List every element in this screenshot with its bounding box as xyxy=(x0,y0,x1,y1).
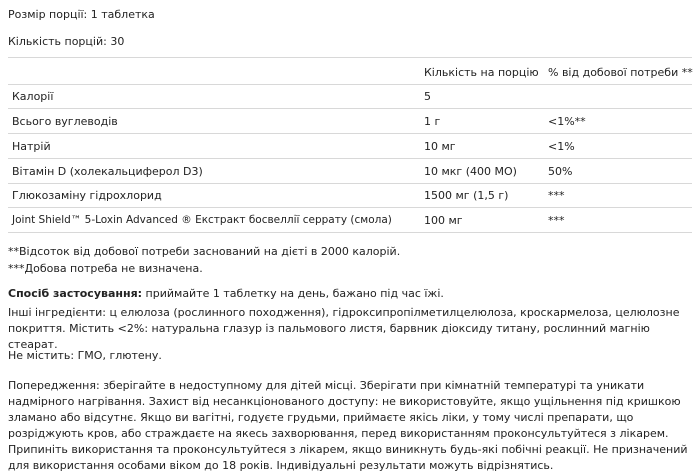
table-row-dv: <1%** xyxy=(548,115,586,128)
divider xyxy=(8,183,692,184)
usage-text: приймайте 1 таблетку на день, бажано під час їжі. xyxy=(142,287,444,300)
divider xyxy=(8,133,692,134)
free-from: Не містить: ГМО, глютену. xyxy=(8,349,162,362)
usage-label: Спосіб застосування: xyxy=(8,287,143,300)
table-row-amount: 5 xyxy=(424,90,431,103)
table-row-name: Всього вуглеводів xyxy=(12,115,118,128)
divider xyxy=(8,108,692,109)
divider xyxy=(8,57,692,58)
table-row-name: Вітамін D (холекальциферол D3) xyxy=(12,165,203,178)
table-row-dv: 50% xyxy=(548,165,573,178)
divider xyxy=(8,207,692,208)
table-row-amount: 10 мг xyxy=(424,140,456,153)
divider xyxy=(8,232,692,233)
column-header-dv: % від добової потреби ** xyxy=(548,66,693,79)
table-row-amount: 1 г xyxy=(424,115,441,128)
footnote-daily-value: **Відсоток від добової потреби заснований на дієті в 2000 калорій. xyxy=(8,245,401,258)
table-row-name: Натрій xyxy=(12,140,51,153)
divider xyxy=(8,158,692,159)
divider xyxy=(8,84,692,85)
warning: Попередження: зберігайте в недоступному для дітей місці. Зберігати при кімнатній температурі та уникати надмірного нагрівання. Захист від несанкціонованого доступу: не використовуйте, якщо ущільнення під кришкою зламано або відсутнє. Якщо ви вагітні, годуєте грудьми, приймаєте якісь ліки, у тому числі препарати, що розріджують кров, або страждаєте на якесь захворювання, перед використанням проконсультуйтеся з лікарем. Припиніть використання та проконсультуйтеся з лікарем, якщо виникнуть будь-які побічні реакції. Не призначений для використання особами віком до 18 років. Індивідуальні результати можуть відрізнятись. xyxy=(8,379,688,472)
column-header-amount: Кількість на порцію xyxy=(424,66,539,79)
table-row-dv: *** xyxy=(548,214,565,227)
servings-count: Кількість порцій: 30 xyxy=(8,35,125,48)
table-row-dv: *** xyxy=(548,189,565,202)
other-ingredients: Інші інгредієнти: ц елюлоза (рослинного походження), гідроксипропілметилцелюлоза, кроскармелоза, целюлозне покриття. Містить <2%: натуральна глазур із пальмового листя, барвник діоксиду титану, рослинний магнію стеарат. xyxy=(8,306,680,351)
table-row-name: Калорії xyxy=(12,90,54,103)
table-row-name: Глюкозаміну гідрохлорид xyxy=(12,189,162,202)
table-row-amount: 100 мг xyxy=(424,214,463,227)
table-row-name: Joint Shield™ 5-Loxin Advanced ® Екстракт босвеллії серрату (смола) xyxy=(12,214,392,226)
table-row-dv: <1% xyxy=(548,140,575,153)
usage-line xyxy=(8,287,444,300)
footnote-not-established: ***Добова потреба не визначена. xyxy=(8,262,203,275)
serving-size: Розмір порції: 1 таблетка xyxy=(8,8,155,21)
table-row-amount: 1500 мг (1,5 г) xyxy=(424,189,509,202)
table-row-amount: 10 мкг (400 МО) xyxy=(424,165,517,178)
